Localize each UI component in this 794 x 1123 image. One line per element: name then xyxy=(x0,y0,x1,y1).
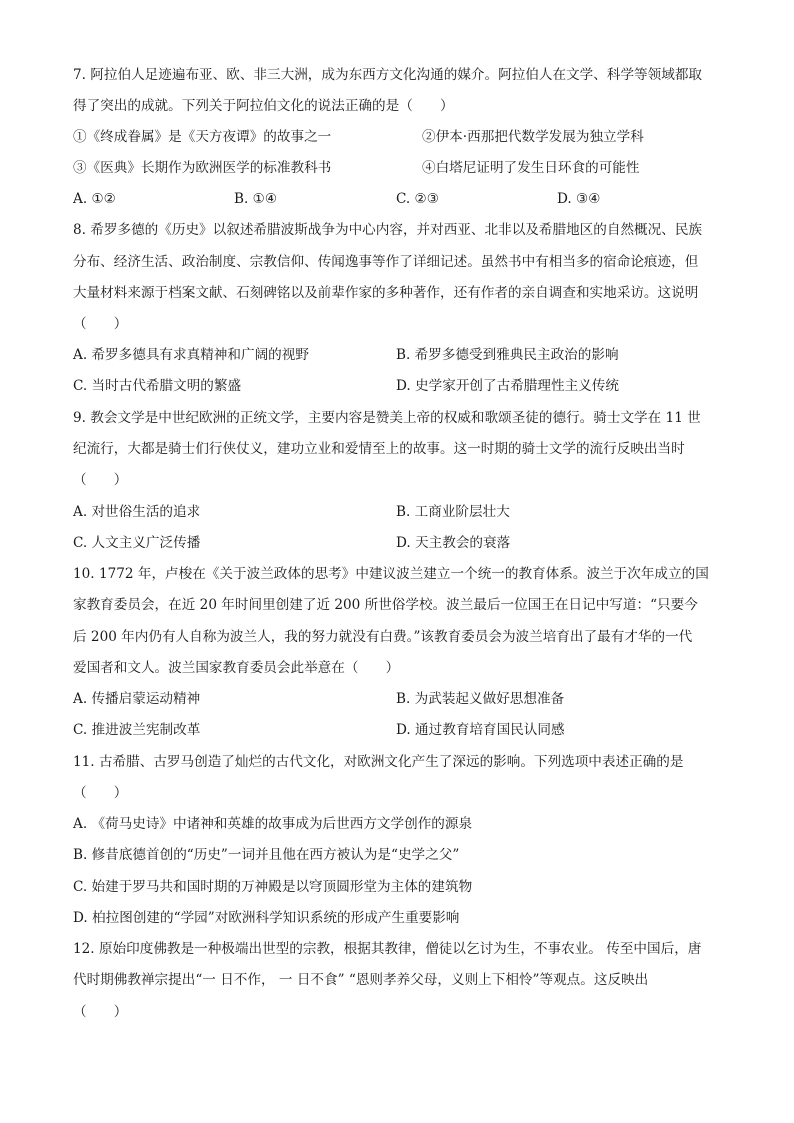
q10-option-a[interactable]: A. 传播启蒙运动精神 xyxy=(73,691,201,707)
q9-option-a[interactable]: A. 对世俗生活的追求 xyxy=(73,504,201,520)
q7-stem-line-1: 7. 阿拉伯人足迹遍布亚、欧、非三大洲，成为东西方文化沟通的媒介。阿拉伯人在文学、科学等领域都取 xyxy=(73,67,703,83)
q9-stem-line-2: 纪流行，大都是骑士们行侠仗义，建功立业和爱情至上的故事。这一时期的骑士文学的流行反映出当时 xyxy=(73,441,685,457)
q9-option-c[interactable]: C. 人文主义广泛传播 xyxy=(73,535,201,551)
q10-stem-line-3: 后 200 年内仍有人自称为波兰人，我的努力就没有白费。”该教育委员会为波兰培育出了最有才华的一代 xyxy=(73,629,693,645)
q10-stem-line-1: 10. 1772 年，卢梭在《关于波兰政体的思考》中建议波兰建立一个统一的教育体系。波兰于次年成立的国 xyxy=(73,566,709,582)
q9-answer-bracket: （ ） xyxy=(73,472,128,488)
q7-statement-2: ②伊本·西那把代数学发展为独立学科 xyxy=(422,129,644,145)
q12-stem-line-2: 代时期佛教禅宗提出“一 日不作， 一 日不食” “恩则孝养父母，义则上下相怜”等观点。这反映出 xyxy=(73,972,649,988)
q10-stem-line-2: 家教育委员会，在近 20 年时间里创建了近 200 所世俗学校。波兰最后一位国王在日记中写道：“只要今 xyxy=(73,597,698,613)
q9-stem-line-1: 9. 教会文学是中世纪欧洲的正统文学，主要内容是赞美上帝的权威和歌颂圣徒的德行。骑士文学在 11 世 xyxy=(73,410,701,426)
q10-stem-line-4: 爱国者和文人。波兰国家教育委员会此举意在（ ） xyxy=(73,660,400,676)
q8-option-c[interactable]: C. 当时古代希腊文明的繁盛 xyxy=(73,378,242,394)
q10-option-c[interactable]: C. 推进波兰宪制改革 xyxy=(73,722,201,738)
q8-stem-line-3: 大量材料来源于档案文献、石刻碑铭以及前辈作家的多种著作，还有作者的亲自调查和实地采访。这说明 xyxy=(73,285,699,301)
q7-statement-4: ④白塔尼证明了发生日环食的可能性 xyxy=(422,160,640,176)
q8-stem-line-1: 8. 希罗多德的《历史》以叙述希腊波斯战争为中心内容，并对西亚、北非以及希腊地区的自然概况、民族 xyxy=(73,222,703,238)
q11-stem-line-1: 11. 古希腊、古罗马创造了灿烂的古代文化，对欧洲文化产生了深远的影响。下列选项中表述正确的是 xyxy=(73,754,684,770)
q8-option-b[interactable]: B. 希罗多德受到雅典民主政治的影响 xyxy=(396,347,619,363)
q11-option-c[interactable]: C. 始建于罗马共和国时期的万神殿是以穹顶圆形堂为主体的建筑物 xyxy=(73,879,473,895)
q10-option-b[interactable]: B. 为武装起义做好思想准备 xyxy=(396,691,565,707)
q8-option-a[interactable]: A. 希罗多德具有求真精神和广阔的视野 xyxy=(73,347,309,363)
q9-option-b[interactable]: B. 工商业阶层壮大 xyxy=(396,504,510,520)
q7-statement-3: ③《医典》长期作为欧洲医学的标准教科书 xyxy=(73,160,332,176)
q7-option-d[interactable]: D. ③④ xyxy=(557,191,601,207)
q9-option-d[interactable]: D. 天主教会的衰落 xyxy=(396,535,511,551)
q8-answer-bracket: （ ） xyxy=(73,316,128,332)
q12-answer-bracket: （ ） xyxy=(73,1004,128,1020)
q11-answer-bracket: （ ） xyxy=(73,785,128,801)
q11-option-b[interactable]: B. 修昔底德首创的“历史”一词并且他在西方被认为是“史学之父” xyxy=(73,847,460,863)
q11-option-a[interactable]: A. 《荷马史诗》中诸神和英雄的故事成为后世西方文学创作的源泉 xyxy=(73,816,473,832)
q8-option-d[interactable]: D. 史学家开创了古希腊理性主义传统 xyxy=(396,378,619,394)
q11-option-d[interactable]: D. 柏拉图创建的“学园”对欧洲科学知识系统的形成产生重要影响 xyxy=(73,910,460,926)
q7-option-a[interactable]: A. ①② xyxy=(73,191,116,207)
q10-option-d[interactable]: D. 通过教育培育国民认同感 xyxy=(396,722,565,738)
q7-option-c[interactable]: C. ②③ xyxy=(396,191,439,207)
q12-stem-line-1: 12. 原始印度佛教是一种极端出世型的宗教，根据其教律，僧徒以乞讨为生，不事农业。 传至中国后，唐 xyxy=(73,941,702,957)
q7-statement-1: ①《终成眷属》是《天方夜谭》的故事之一 xyxy=(73,129,332,145)
q7-stem-line-2: 得了突出的成就。下列关于阿拉伯文化的说法正确的是（ ） xyxy=(73,98,454,114)
q7-option-b[interactable]: B. ①④ xyxy=(234,191,278,207)
q8-stem-line-2: 分布、经济生活、政治制度、宗教信仰、传闻逸事等作了详细记述。虽然书中有相当多的宿命论痕迹，但 xyxy=(73,254,699,270)
